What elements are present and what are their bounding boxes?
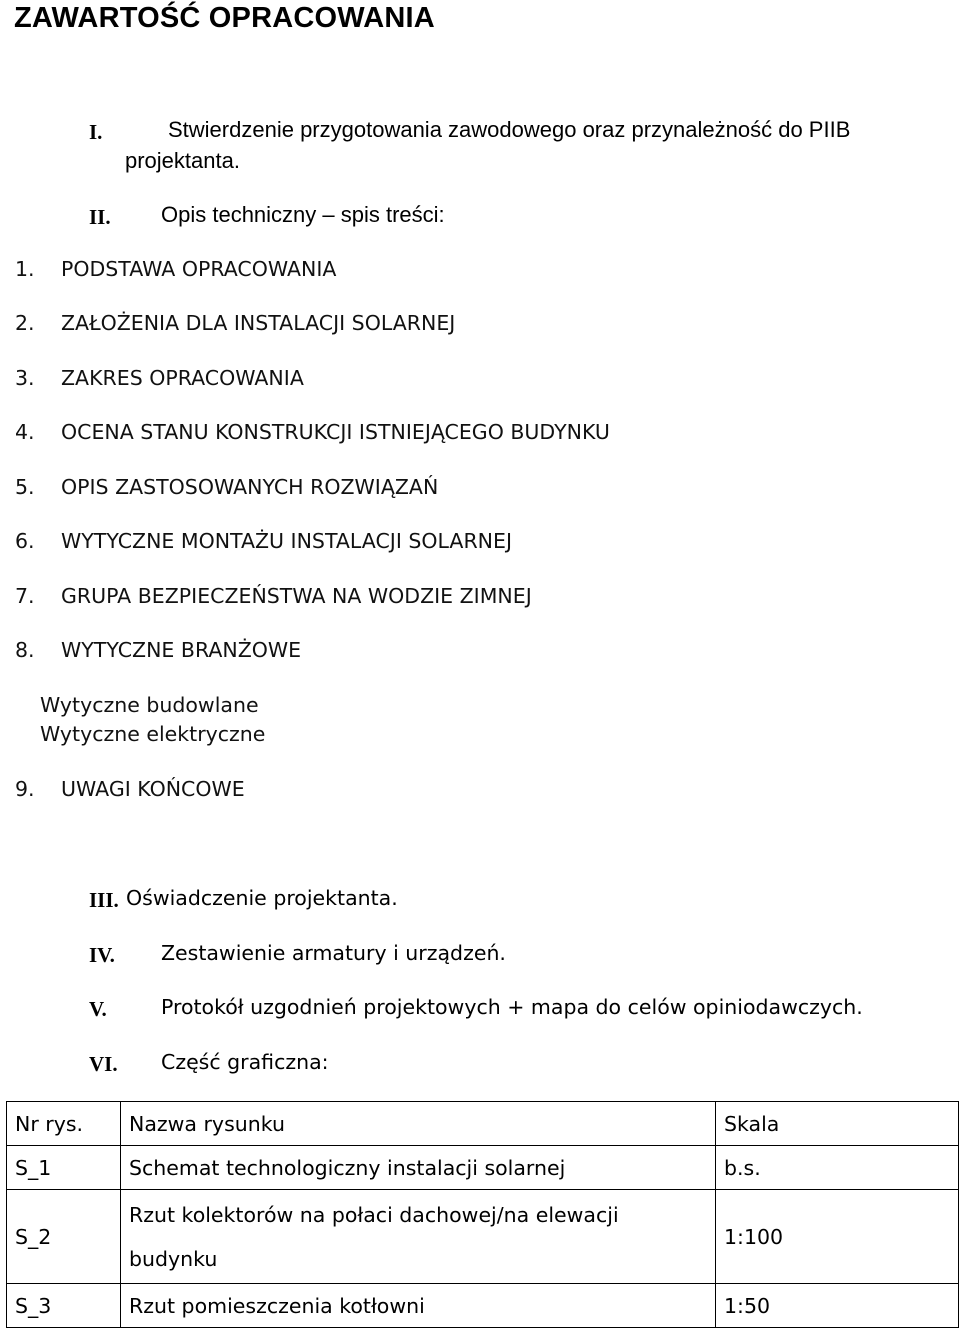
drawing-name-cell bbox=[121, 1190, 716, 1284]
drawing-name: Schemat technologiczny instalacji solarnej bbox=[121, 1146, 716, 1190]
drawing-number: S_3 bbox=[7, 1284, 121, 1328]
drawing-scale: 1:50 bbox=[716, 1284, 959, 1328]
drawing-name: Rzut pomieszczenia kotłowni bbox=[121, 1284, 716, 1328]
column-header-scale: Skala bbox=[716, 1102, 959, 1146]
drawings-table bbox=[6, 1101, 959, 1328]
section-i-text-line1: Stwierdzenie przygotowania zawodowego oraz przynależność do PIIB bbox=[168, 117, 851, 142]
toc-item-number: 9. bbox=[15, 777, 35, 801]
toc-item-number: 4. bbox=[15, 420, 35, 444]
toc-subitem: Wytyczne elektryczne bbox=[40, 722, 266, 746]
section-number-vi: VI. bbox=[89, 1052, 118, 1076]
table-header-row bbox=[7, 1102, 959, 1146]
table-row bbox=[7, 1284, 959, 1328]
toc-item-number: 8. bbox=[15, 638, 35, 662]
section-number-iii: III. bbox=[89, 888, 119, 912]
section-vi-text: Część graficzna: bbox=[161, 1050, 329, 1074]
drawing-name: Rzut kolektorów na połaci dachowej/na elewacji bbox=[129, 1202, 619, 1227]
column-header-nr: Nr rys. bbox=[7, 1102, 121, 1146]
toc-item-number: 1. bbox=[15, 257, 35, 281]
table-row bbox=[7, 1190, 959, 1284]
table-row bbox=[7, 1146, 959, 1190]
toc-item-number: 3. bbox=[15, 366, 35, 390]
toc-item-number: 7. bbox=[15, 584, 35, 608]
toc-subitem: Wytyczne budowlane bbox=[40, 693, 259, 717]
drawing-number: S_2 bbox=[7, 1190, 121, 1284]
section-number-iv: IV. bbox=[89, 943, 115, 967]
section-v-text: Protokół uzgodnień projektowych + mapa do celów opiniodawczych. bbox=[161, 995, 863, 1019]
toc-item-text: ZAKRES OPRACOWANIA bbox=[61, 366, 304, 390]
drawing-scale: b.s. bbox=[716, 1146, 959, 1190]
document-title: ZAWARTOŚĆ OPRACOWANIA bbox=[14, 2, 435, 34]
section-number-ii: II. bbox=[89, 205, 111, 229]
toc-item-text: OPIS ZASTOSOWANYCH ROZWIĄZAŃ bbox=[61, 475, 439, 499]
toc-item-text: WYTYCZNE MONTAŻU INSTALACJI SOLARNEJ bbox=[61, 529, 513, 553]
toc-item-text: PODSTAWA OPRACOWANIA bbox=[61, 257, 337, 281]
toc-item-text: GRUPA BEZPIECZEŃSTWA NA WODZIE ZIMNEJ bbox=[61, 584, 532, 608]
section-iv-text: Zestawienie armatury i urządzeń. bbox=[161, 941, 506, 965]
toc-item-text: UWAGI KOŃCOWE bbox=[61, 777, 245, 801]
toc-item-number: 2. bbox=[15, 311, 35, 335]
toc-item-text: ZAŁOŻENIA DLA INSTALACJI SOLARNEJ bbox=[61, 311, 456, 335]
section-iii-text: Oświadczenie projektanta. bbox=[126, 886, 398, 910]
section-ii-text: Opis techniczny – spis treści: bbox=[161, 202, 445, 227]
drawing-name-line2: budynku bbox=[129, 1246, 218, 1271]
section-number-v: V. bbox=[89, 997, 107, 1021]
section-i-text-line2: projektanta. bbox=[125, 148, 240, 173]
section-number-i: I. bbox=[89, 120, 103, 144]
column-header-name: Nazwa rysunku bbox=[121, 1102, 716, 1146]
toc-item-number: 5. bbox=[15, 475, 35, 499]
toc-list bbox=[15, 257, 915, 817]
drawing-scale: 1:100 bbox=[716, 1190, 959, 1284]
toc-item-text: WYTYCZNE BRANŻOWE bbox=[61, 638, 302, 662]
toc-item-number: 6. bbox=[15, 529, 35, 553]
drawing-number: S_1 bbox=[7, 1146, 121, 1190]
toc-item-text: OCENA STANU KONSTRUKCJI ISTNIEJĄCEGO BUDYNKU bbox=[61, 420, 610, 444]
